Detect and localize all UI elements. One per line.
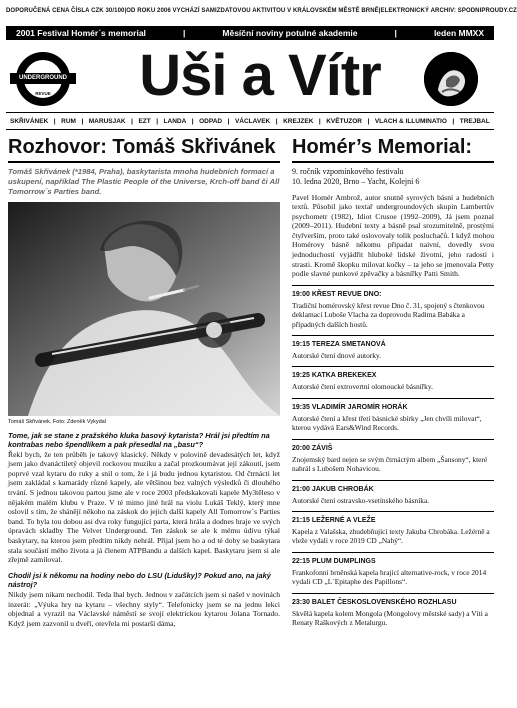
nav-item-vlach-illuminatio[interactable]: VLACH & ILLUMINATIO <box>374 117 447 125</box>
event-item <box>292 480 494 505</box>
nav-sep: | <box>191 117 194 125</box>
right-column <box>292 135 494 627</box>
photo-caption: Tomáš Skřivánek. Foto: Zdeněk Vykydal <box>8 418 106 425</box>
logo-text: UNDERGROUND <box>10 73 76 84</box>
date-label: leden MMXX <box>433 28 484 38</box>
nav-item-odpad[interactable]: ODPAD <box>199 117 223 125</box>
subtitle-label: Měsíční noviny potulné akademie <box>222 28 358 38</box>
bar-sep: | <box>394 28 397 38</box>
nav-sep: | <box>156 117 159 125</box>
event-item <box>292 511 494 546</box>
nav-item-vaclavek[interactable]: VÁCLAVEK <box>234 117 271 125</box>
nav-sep: | <box>131 117 133 125</box>
event-time: 20:00 ZÁVIŠ <box>292 444 333 452</box>
event-item <box>292 366 494 391</box>
event-time: 22:15 PLUM DUMPLINGS <box>292 557 376 565</box>
event-item <box>292 552 494 587</box>
left-column <box>8 135 280 628</box>
sep: | <box>124 8 127 14</box>
festival-intro: Pavel Homér Ambrož, autor snutně syrových básní a hudebních textů. Působil jako textař undergroundových skupin Lambertův psychometr (1982), Idiot Crusoe (1992–2009), Já jsem poznal (2009–2011). Hudební texty a básně psal srozumitelně, prostými čtyřverším, proto také oslovovaly tolik posluchačů. I když mohou Homérovy básně někomu připadat naivní, dovedly svou jednoduchostí vyjádřit hluboké lidské životní, jeho radosti i strasti. Kromě škopku milovat kočky – ta jeho se jmenovala Petty podle slavné punkové zpěvačky a básnířky Patti Smith. <box>292 192 494 279</box>
event-time: 21:15 LEŽERNÉ A VLEŽE <box>292 516 376 524</box>
event-time: 19:35 VLADIMÍR JAROMÍR HORÁK <box>292 403 408 411</box>
event-body: Autorské čtení extrovertní olomoucké básnířky. <box>292 382 433 392</box>
price-note: DOPORUČENÁ CENA ČÍSLA CZK 30/100 <box>6 8 125 14</box>
festival-label: 2001 Festival Homér´s memorial <box>16 28 146 38</box>
event-body: Znojemský bard nejen se svým čtrnáctým albem „Šansony“, které nahrál s Lubošem Nohavicou. <box>292 454 488 474</box>
sep: | <box>378 8 381 14</box>
nav-item-kvetuzor[interactable]: KVĚTUZOR <box>326 117 362 125</box>
bar-sep: | <box>182 28 186 38</box>
event-time: 23:30 BALET ČESKOSLOVENSKÉHO ROZHLASU <box>292 598 457 606</box>
event-time: 19:15 TEREZA SMETANOVÁ <box>292 341 386 349</box>
logo-sub: REVUE <box>35 91 51 96</box>
nav-sep: | <box>227 117 230 125</box>
event-item <box>292 593 494 628</box>
event-body: Autorské čtení a křest třetí básnické sbírky „Jen chvíli milovat“, kterou vydává Ears&Wind Records. <box>292 413 482 433</box>
nav-item-landa[interactable]: LANDA <box>163 117 187 125</box>
question-2: Chodil jsi k někomu na hodiny nebo do LSU (Lidušky)? Pokud ano, na jaký nástroj? <box>8 570 271 590</box>
nav-item-ezt[interactable]: EZT <box>138 117 151 125</box>
nav-item-marusjak[interactable]: MARUSJAK <box>88 117 126 125</box>
nav-sep: | <box>367 117 370 125</box>
event-body: Skvělá kapela kolem Mongola (Mongolovy městské sady) a Víti a Renaty Raškových z Metalurgu. <box>292 608 488 627</box>
answer-2: Nikdy jsem nikam nechodil. Teda lhal bych. Jednou v začátcích jsem si našel v novinách inzerát: „Výuka hry na kytaru – všechny styly“. Telefonicky jsem se na jednu lekci objednal a vyrazil na Václavské náměstí se svojí elektrickou kytarou Jolana Tornado. Když jsem zazvonil u dveří, otevřela mi postarší dáma, <box>8 590 280 628</box>
event-time: 21:00 JAKUB CHROBÁK <box>292 485 374 493</box>
event-item <box>292 335 494 360</box>
interview-photo <box>8 202 280 416</box>
nav-sep: | <box>275 117 278 125</box>
question-1: Tome, jak se stane z pražského kluka basový kytarista? Hrál jsi předtím na kontrabas nebo špendlíkem a pak přesedlal na „basu“? <box>8 430 270 450</box>
event-time: 19:00 KŘEST REVUE DNO: <box>292 290 382 298</box>
nav-sep: | <box>318 117 321 125</box>
answer-1: Řekl bych, že ten průběh je takový klasický. Někdy v polovině devadesátých let, když jsem jako dvanáctiletý objevil rockovou muziku a začal prozkoumávat její zákoutí, jsem poprvé vzal kytaru do ruky a snil o tom, že i já budu jednou kytaristou. Od čtrnácti let jsem zakládal s kamarády různé kapely, ale většinou bez valných výsledků či dlouhého trvání. S jednou takovou partou jsme ale v roce 2003 předskakovali kapele My3těleso v nějakém malém klubu v Praze. V té mimo jiné hrál na violu Lukáš Teklý, který mne oslovil s tím, že shánějí někoho na záskok do jejich další kapely All Tomorrow´s Parties band. To byla tou dobou asi dva roky fungující parta, která hrála a dodnes hraje ve svých úpravách skladby The Velvet Underground. Ten záskok se ale k mému údivu týkal baskytary, na kterou jsem předtím nikdy nehrál. Přijal jsem ho a od té doby se baskytara stala součástí mého života a já členem ATPBandu a dalších kapel. Baskytaru jsem si ale zřejmě zamiloval. <box>8 449 280 565</box>
interview-headline: Rozhovor: Tomáš Skřivánek <box>8 136 276 158</box>
event-item <box>292 439 494 474</box>
interview-lead: Tomáš Skřivánek (*1984, Praha), baskytarista mnoha hudebních formací a uskupení, například The Plastic People of the Universe, Krch-off band či All Tomorrow´s Parties band. <box>8 166 280 196</box>
topline <box>0 0 517 22</box>
newspaper-title: Uši a Vítr <box>139 43 381 108</box>
masthead <box>0 42 500 110</box>
festival-subtitle-1: 9. ročník vzpomínkového festivalu <box>292 166 404 176</box>
event-item <box>292 398 494 433</box>
publisher-note: OD ROKU 2006 VYCHÁZÍ SAMIZDATOVOU AKTIVITOU V KRÁLOVSKÉM MĚSTĚ BRNĚ <box>126 8 379 14</box>
nav-item-krejzek[interactable]: KREJZEK <box>283 117 314 125</box>
festival-rule <box>292 161 494 163</box>
festival-subtitle-2: 10. ledna 2020, Brno – Yacht, Kolejní 6 <box>292 176 420 186</box>
archive-note: ELEKTRONICKÝ ARCHIV: SPODNIPROUDY.CZ <box>380 8 517 14</box>
event-body: Autorské čtení dnové autorky. <box>292 351 382 361</box>
event-time: 19:25 KATKA BREKEKEX <box>292 372 377 380</box>
nav-item-skrivanek[interactable]: SKŘIVÁNEK <box>10 117 49 125</box>
nav-item-trejbal[interactable]: TREJBAL <box>459 117 490 125</box>
event-body: Frankofonní brněnská kapela hrající alternative-rock, v roce 2014 vydali CD „L´Epitaphe des Papillons“. <box>292 567 487 587</box>
event-body: Kapela z Valašska, zhudebňující texty Jakuba Chrobáka. Ležérně a vleže vydali v roce 2019 CD „Nahý“. <box>292 526 490 546</box>
header-bar <box>6 26 494 40</box>
nav-sep: | <box>53 117 56 125</box>
portrait-icon <box>424 52 478 106</box>
festival-headline: Homér’s Memorial: <box>292 136 473 158</box>
event-item <box>292 285 494 329</box>
headline-rule <box>8 161 280 163</box>
event-body: Tradiční homérovský křest revue Dno č. 31, spojený s čtenkovou deklamací Luboše Vlacha za doprovodu Radima Babáka a případných dalších hostů. <box>292 300 485 329</box>
section-nav <box>6 112 494 130</box>
nav-sep: | <box>452 117 455 125</box>
event-body: Autorské čtení ostravsko-vsetínského básníka. <box>292 495 430 505</box>
nav-sep: | <box>81 117 84 125</box>
nav-item-rum[interactable]: RUM <box>61 117 76 125</box>
